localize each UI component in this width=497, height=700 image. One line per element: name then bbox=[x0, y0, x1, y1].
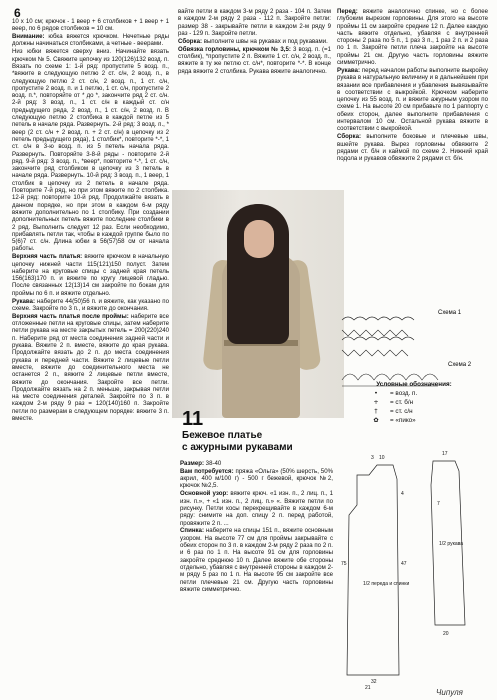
crochet-schemes bbox=[338, 300, 490, 390]
scheme2-label: Схема 2 bbox=[448, 362, 472, 368]
legend-item: ✿ = «пико» bbox=[373, 417, 416, 424]
front-paragraph: Перед: вяжите аналогично спинке, но с более глубоким вырезом горловины. Для этого на высоте проймы 11 см закройте средние 12 п. Далее каждую часть вяжите отдельно, убавляя с внутренней стороны 2 раза по 5 п., 1 раз 3 п., 1 раз 2 п. и 2 раза по 1 п. Закройте петли плеча закройте на высоте проймы 21 см. Другую часть горловины вяжите симметрично. bbox=[337, 8, 488, 67]
pattern-title: Бежевое платье с ажурными рукавами bbox=[182, 430, 293, 453]
svg-text:1/2 рукава: 1/2 рукава bbox=[439, 541, 464, 547]
front-back-outline bbox=[347, 465, 399, 675]
sleeves-paragraph: Рукава: наберите 44(50)56 п. и вяжите, как указано по схеме. Закройте по 3 п., и вяжите до окончания. bbox=[12, 297, 169, 312]
size-line: Размер: 38-40 bbox=[180, 460, 222, 467]
after-armhole-paragraph: Верхняя часть платья после проймы: наберите все отложенные петли на круговые спицы, затем наберите петли рукава на месте закрытых петель = 200(220)240 п. Наберите ряд от места соединения задней части и рукава. Вяжите 2 п. вместе, вяжите до края рукава. Продолжайте вязать до 2 п. до места соединения рукава и передней части. Вяжите 2 лицевые петли вместе, вяжите до соединительного места не останется 2 п., вяжите 2 лицевые петли вместе, вяжите до окончания. Закройте все петли. Продолжайте вязать на 2 п. меньше, закрывая петли на месте соединения деталей. Закройте по 3 п. в каждом 2-м ряду 9 раз = 120(140)160 п. Закройте петли по размерам в следующем порядке: вяжите 3 п. вместе. bbox=[12, 312, 169, 422]
svg-text:17: 17 bbox=[442, 451, 448, 457]
sleeves-instructions-paragraph: Рукава: перед началом работы выполните выкройку рукава в натуральную величину и в дальнейшем при вязании все прибавления и убавления вывязывайте в соответствии с выкройкой. Крючком наберите цепочку из 55 возд. п. и вяжите ажурным узором по схеме 1. На высоте 20 см прибавьте по 1 раппорту с обеих сторон, далее выполните прибавления с интервалом 10 см. Остальной рукава вяжите в соответствии с выкройкой. bbox=[337, 66, 488, 133]
upper-part-paragraph: Верхняя часть платья: вяжите крючком в начальную цепочку нижней части 115(121)150 полуст. Затем наберите на круговые спицы с задней края петель 156(163)170 п. и вяжите по кругу лицевой гладью. После связанных 12(13)14 см закройте по бокам для проймы по 6 п. и вяжите отдельно. bbox=[12, 253, 169, 297]
legend bbox=[338, 380, 490, 425]
watermark-logo: Чипуля bbox=[436, 688, 463, 697]
gauge-paragraph: 10 х 10 см; крючок - 1 веер + 6 столбиков + 1 веер + 1 веер, по 6 рядов столбиков = 10 см. bbox=[12, 18, 169, 33]
svg-text:21: 21 bbox=[365, 685, 371, 690]
svg-text:75: 75 bbox=[341, 561, 347, 567]
neckline-paragraph: Обвязка горловины, крючком № 3,5: 3 возд. п. (=1 столбик), *пропустите 2 п. Вяжите 1 ст. с/н, 2 возд. п., вяжите в ту же петлю ст. с/н*, повторите *-*. В конце ряда вяжите 2 столбика. Рукава вяжите аналогично. bbox=[178, 45, 331, 75]
column-left bbox=[12, 18, 169, 423]
legend-item: + = ст. б/н bbox=[373, 399, 414, 406]
svg-text:1/2 переда и спинки: 1/2 переда и спинки bbox=[363, 581, 410, 587]
page-number: 6 bbox=[14, 6, 21, 20]
svg-text:4: 4 bbox=[401, 491, 404, 497]
column-right bbox=[337, 8, 488, 163]
attention-paragraph: Внимание: юбка вяжется крючком. Нечетные ряды должны начинаться столбиками, а четные - веерами. bbox=[12, 33, 169, 48]
pattern-number: 11 bbox=[182, 408, 204, 430]
svg-text:7: 7 bbox=[437, 501, 440, 507]
column-middle-top bbox=[178, 8, 331, 75]
sleeve-cont-paragraph: вайте петли в каждом 3-м ряду 2 раза - 104 п. Затем в каждом 2-м ряду 2 раза - 112 п. Закройте петли: размер 38 - закрывайте петли в каждом 2-м ряду 9 раз - 129 п. Закройте петли. bbox=[178, 8, 331, 37]
scheme1-label: Схема 1 bbox=[438, 310, 462, 316]
svg-text:47: 47 bbox=[401, 561, 407, 567]
legend-item: • = возд. п. bbox=[374, 390, 418, 397]
skirt-paragraph: Низ юбки вяжется сверху вниз. Начинайте вязать крючком № 5. Свяжите цепочку из 120(126)132 возд. п. Вязать по схеме 1: 1-й ряд: пропустите 5 возд. п., *вяжите в следующую петлю 2 ст. с/н, 2 возд. п., в следующую петлю 2 ст. с/н, 2 возд. п., 1 ст. с/н, пропустите 2 возд. п. и 1 петлю, 1 ст. с/н, пропустите 2 возд. п.*, повторяйте от * до *, закончите ряд 2 ст. с/н. 2-й ряд: 3 возд. п., 1 ст. с/н в каждый ст. с/н предыдущего ряда, 2 возд. п., 1 ст. с/н, 2 возд. п. В следующую петлю 2 столбика в каждой петле из 5 петель в начале ряда. Развернуть. 2-й ряд: 3 возд. п., * веер (2 ст. с/н + 2 возд. п. + 2 ст. с/н) в цепочку из 2 петель предыдущего ряда), 1 столбик*, повторите *-*, 1 ст. с/н в 3-ю возд. п. из 5 петель начала ряда. Развернуть. Повторяйте 3-8-й ряды - повторите 2-й ряд. 9-й ряд: 3 возд. п., *веер*, повторите *-*, 1 ст. с/н, закончите ряд столбиком в цепочку из 3 петель в начале ряда. Развернуть. 10-й ряд: 3 возд. п., 1 веер, 1 столбик в цепочку из 2 петель в начале ряда. Повторите 7-й ряд, но при этом вяжите по 2 столбика. 12-й ряд: повторите 10-й ряд. Продолжайте вязать в данном порядке, но при этом в каждом 6-м ряду вяжите дополнительно по 1 столбику. При создании дополнительных петель вяжите последние столбики в 2 ряд. Выполнить следует 12 раз. Если необходимо, прибавлять петли так, чтобы в каждой группе было по 5(6)7 ст. с/н. Длина юбки в 56(57)58 см от начала работы. bbox=[12, 48, 169, 253]
assembly-paragraph: Сборка: выполните швы на рукавах и под рукавами. bbox=[178, 37, 328, 45]
svg-text:10: 10 bbox=[379, 455, 385, 461]
legend-item: † = ст. с/н bbox=[374, 408, 413, 415]
svg-text:3: 3 bbox=[371, 455, 374, 461]
main-pattern-paragraph: Основной узор: вяжите крюч. «1 изн. п., 2 лиц. п., 1 изн. п.», + «1 изн. п., 2 лиц. п.» «. Вяжите петли по рисунку. Петли косы перекрещивайте в каждом 6-м ряду: снимите на доп. спицу 2 п. перед работой, провяжите 2 п. ... bbox=[180, 490, 334, 527]
final-assembly-paragraph: Сборка: выполните боковые и плечевые швы, вшейте рукава. Вырез горловины обвяжите 2 рядами ст. б/н и каймой по схеме 2. Нижний край подола и рукавов обвяжите 2 рядами ст. б/н. bbox=[337, 133, 488, 163]
scheme1-drawing bbox=[342, 317, 414, 356]
materials-paragraph: Вам потребуется: пряжа «Ольга» (50% шерсть, 50% акрил, 400 м/100 г) - 500 г бежевой, крючок №2, крючок №2,5. bbox=[180, 467, 334, 490]
svg-text:32: 32 bbox=[371, 679, 377, 685]
svg-text:20: 20 bbox=[443, 631, 449, 637]
model-photo bbox=[172, 190, 344, 418]
back-paragraph: Спинка: наберите на спицы 151 п., вяжите основным узором. На высоте 77 см для проймы закрывайте с обеих сторон по 3 п. в каждом 2-м ряду 2 раза по 2 п. и 6 раз по 1 п. На высоте 91 см для горловины закройте среднюю 10 п. Далее вяжите обе стороны отдельно, убавляя с внутренней стороны в каждом 2-м ряду 5 раз по 1 п. На высоте 95 см закройте все петли плечевые 21 см. Другую часть горловины вяжите симметрично. bbox=[180, 527, 333, 593]
legend-title: Условные обозначения: bbox=[376, 381, 452, 388]
column-middle-bottom bbox=[180, 460, 333, 594]
garment-pattern-diagram bbox=[337, 445, 489, 690]
